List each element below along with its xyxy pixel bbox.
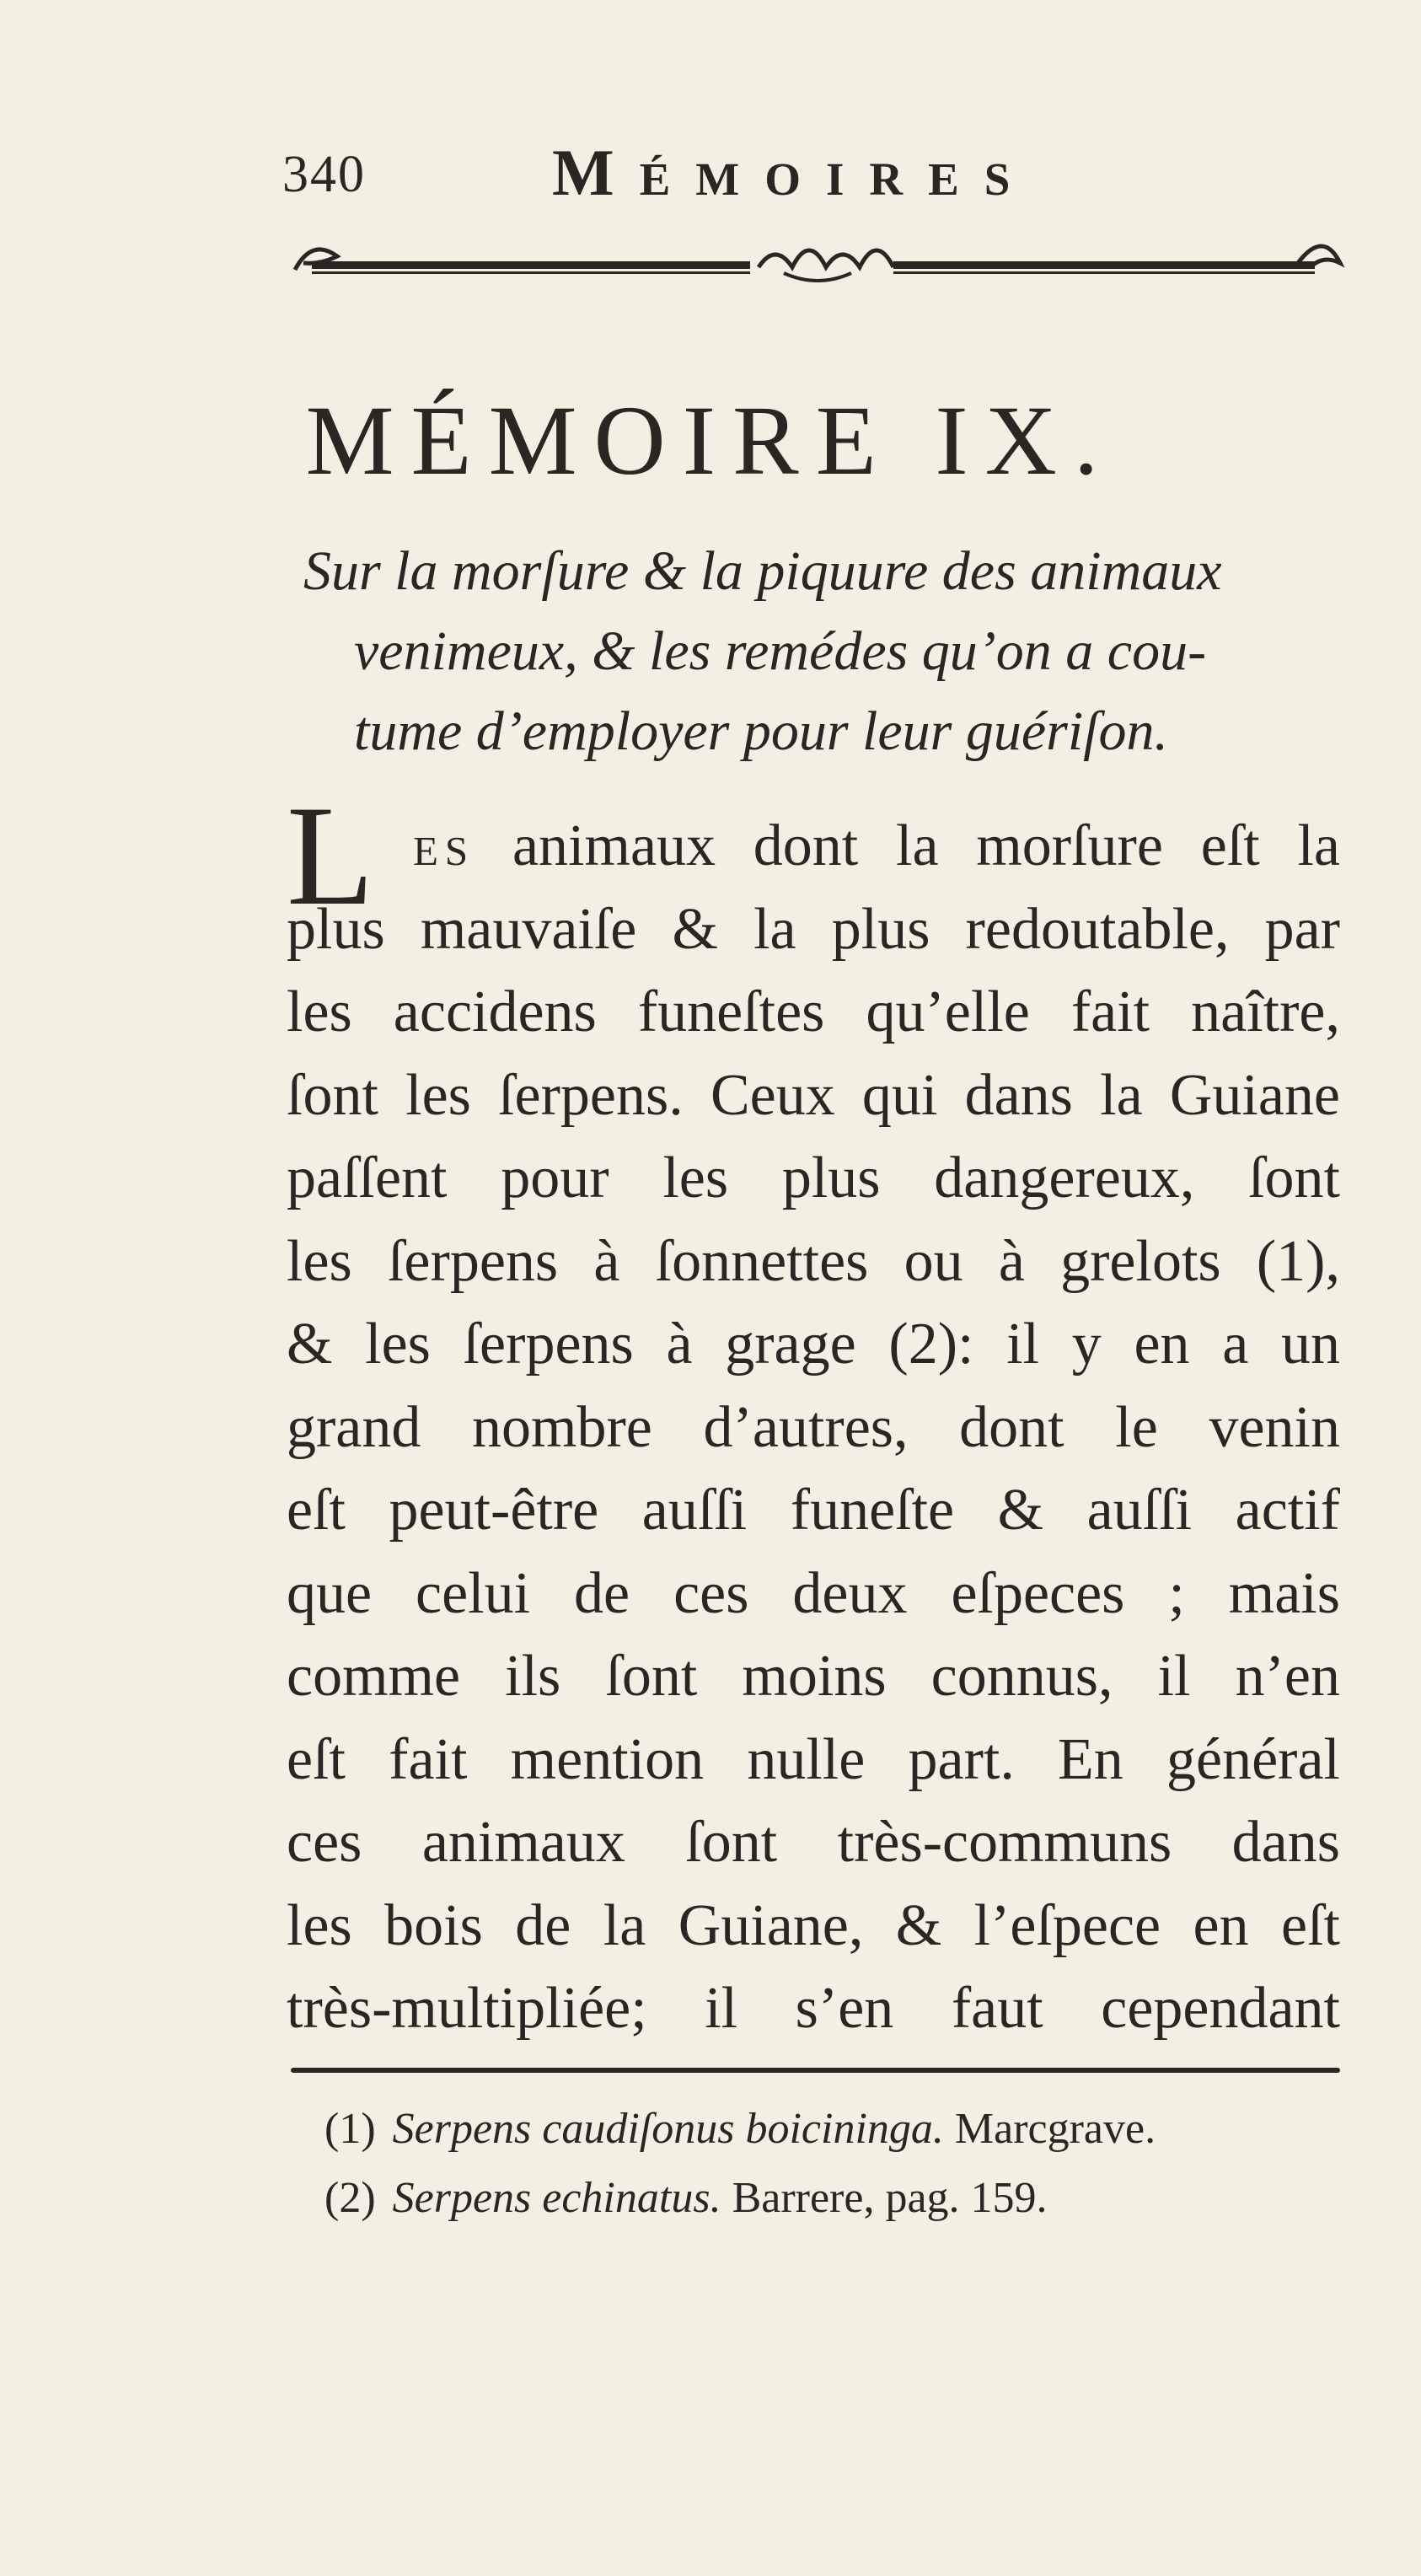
footnote-rule	[291, 2068, 1340, 2073]
small-caps-word: es	[413, 813, 475, 878]
footnote-text: Barrere, pag. 159.	[721, 2174, 1048, 2222]
text-line: les bois de la Guiane, & l’eſpece en eſt	[287, 1892, 1340, 1958]
subtitle-line: venimeux, & les remédes qu’on a cou-	[354, 620, 1207, 682]
text-line: paſſent pour les plus dangereux, ſont	[287, 1146, 1340, 1210]
footnote-italic: Serpens echinatus.	[392, 2174, 721, 2222]
page-number: 340	[282, 146, 366, 203]
footnote	[324, 2095, 1156, 2164]
footnote	[324, 2164, 1156, 2233]
body-text	[287, 805, 1340, 2051]
chapter-subtitle	[303, 531, 1382, 771]
text-line: que celui de ces deux eſpeces ; mais	[287, 1560, 1340, 1626]
text-line: grand nombre d’autres, dont le venin	[287, 1394, 1340, 1460]
text-line: plus mauvaiſe & la plus redoutable, par	[287, 896, 1340, 962]
text-line: eſt fait mention nulle part. En général	[287, 1726, 1340, 1792]
footnote-italic: Serpens caudiſonus boicininga.	[392, 2105, 944, 2153]
text-line: ces animaux ſont très-communs dans	[287, 1810, 1340, 1875]
text-line	[287, 805, 1340, 888]
drop-cap: L	[287, 776, 374, 935]
running-head-title: Mémoires	[552, 136, 1036, 209]
subtitle-line: tume d’employer pour leur guériſon.	[354, 700, 1168, 762]
text-line-rest: animaux dont la morſure eſt la	[475, 813, 1340, 878]
ornament-rule-icon	[287, 221, 1349, 288]
text-line: comme ils ſont moins connus, il n’en	[287, 1644, 1340, 1709]
footnotes	[324, 2095, 1156, 2233]
text-line: ſont les ſerpens. Ceux qui dans la Guiane	[287, 1062, 1340, 1128]
chapter-title: MÉMOIRE IX.	[305, 385, 1116, 496]
footnote-mark: (1)	[324, 2105, 376, 2153]
footnote-text: Marcgrave.	[943, 2105, 1156, 2153]
text-line: les ſerpens à ſonnettes ou à grelots (1),	[287, 1228, 1340, 1294]
text-line: & les ſerpens à grage (2): il y en a un	[287, 1312, 1340, 1377]
text-line: les accidens funeſtes qu’elle fait naître,	[287, 979, 1340, 1044]
text-line: eſt peut-être auſſi funeſte & auſſi actif	[287, 1478, 1340, 1543]
subtitle-line: Sur la morſure & la piquure des animaux	[303, 540, 1222, 602]
text-line: très-multipliée; il s’en faut cependant	[287, 1976, 1340, 2041]
footnote-mark: (2)	[324, 2174, 376, 2222]
